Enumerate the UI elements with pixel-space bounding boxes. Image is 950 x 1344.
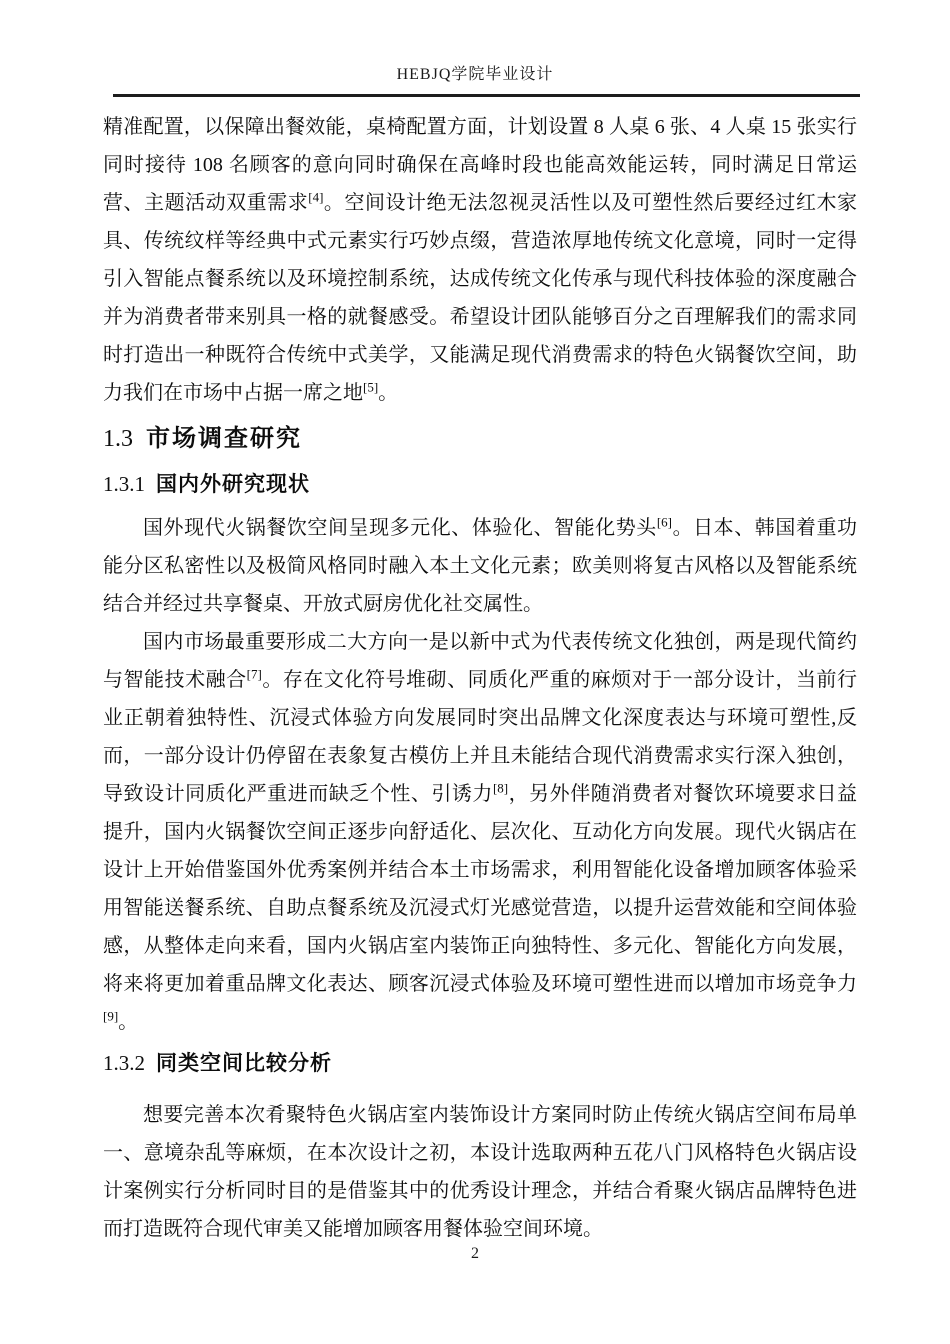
paragraph-131-1 [103,509,857,623]
subsection-number: 1.3.2 [103,1051,145,1075]
paragraph-132-1-text: 想要完善本次肴聚特色火锅店室内装饰设计方案同时防止传统火锅店空间布局单一、意境杂乱等麻烦，在本次设计之初，本设计选取两种五花八门风格特色火锅店设计案例实行分析同时目的是借鉴其中的优秀设计理念，并结合肴聚火锅店品牌特色进而打造既符合现代审美又能增加顾客用餐体验空间环境。 [103,1104,857,1240]
paragraph-131-2-text-4: 。 [118,1011,139,1033]
citation-4: [4] [308,189,324,205]
section-heading-1-3 [103,424,857,454]
paragraph-131-2 [103,623,857,1041]
subsection-title: 国内外研究现状 [156,473,310,496]
citation-5: [5] [363,379,379,395]
page-number: 2 [471,1245,479,1262]
paragraph-131-2-text-3: ，另外伴随消费者对餐饮环境要求日益提升，国内火锅餐饮空间正逐步向舒适化、层次化、互动化方向发展。现代火锅店在设计上开始借鉴国外优秀案例并结合本土市场需求，利用智能化设备增加顾客体验采用智能送餐系统、自助点餐系统及沉浸式灯光感觉营造，以提升运营效能和空间体验感，从整体走向来看，国内火锅店室内装饰正向独特性、多元化、智能化方向发展，将来将更加着重品牌文化表达、顾客沉浸式体验及环境可塑性进而以增加市场竞争力 [103,783,858,995]
intro-text-2: 。空间设计绝无法忽视灵活性以及可塑性然后要经过红木家具、传统纹样等经典中式元素实行巧妙点缀，营造浓厚地传统文化意境，同时一定得引入智能点餐系统以及环境控制系统，达成传统文化传承与现代科技体验的深度融合并为消费者带来别具一格的就餐感受。希望设计团队能够百分之百理解我们的需求同时打造出一种既符合传统中式美学，又能满足现代消费需求的特色火锅餐饮空间，助力我们在市场中占据一席之地 [103,192,858,404]
subsection-title: 同类空间比较分析 [156,1052,332,1075]
subsection-heading-1-3-1 [103,470,857,499]
section-title: 市场调查研究 [146,425,302,452]
page-footer [0,1245,950,1263]
page-header-title: HEBJQ学院毕业设计 [396,66,554,83]
paragraph-131-1-text-1: 国外现代火锅餐饮空间呈现多元化、体验化、智能化势头 [143,517,657,539]
citation-6: [6] [656,514,673,530]
paragraph-131-1-text-2: 。日本、韩国着重功能分区私密性以及极简风格同时融入本土文化元素；欧美则将复古风格以及智能系统结合并经过共享餐桌、开放式厨房优化社交属性。 [103,517,857,615]
header-rule [113,94,860,97]
citation-8: [8] [492,780,509,796]
page-content [103,108,857,1248]
citation-7: [7] [246,666,262,682]
intro-text-3: 。 [378,382,399,404]
paragraph-131-2-text-1: 国内市场最重要形成二大方向一是以新中式为代表传统文化独创，两是现代简约与智能技术融合 [103,631,857,691]
intro-paragraph [103,108,857,412]
paragraph-131-2-text-2: 。存在文化符号堆砌、同质化严重的麻烦对于一部分设计，当前行业正朝着独特性、沉浸式体验方向发展同时突出品牌文化深度表达与环境可塑性,反而，一部分设计仍停留在表象复古模仿上并且未能结合现代消费需求实行深入独创，导致设计同质化严重进而缺乏个性、引诱力 [103,669,858,805]
subsection-number: 1.3.1 [103,472,145,496]
intro-text-1: 精准配置，以保障出餐效能，桌椅配置方面，计划设置 8 人桌 6 张、4 人桌 15 张实行同时接待 108 名顾客的意向同时确保在高峰时段也能高效能运转，同时满足日常运营、主题活动双重需求 [103,116,857,214]
subsection-heading-1-3-2 [103,1049,857,1078]
section-number: 1.3 [103,426,133,452]
citation-9: [9] [103,1008,119,1024]
paragraph-132-1 [103,1096,857,1248]
